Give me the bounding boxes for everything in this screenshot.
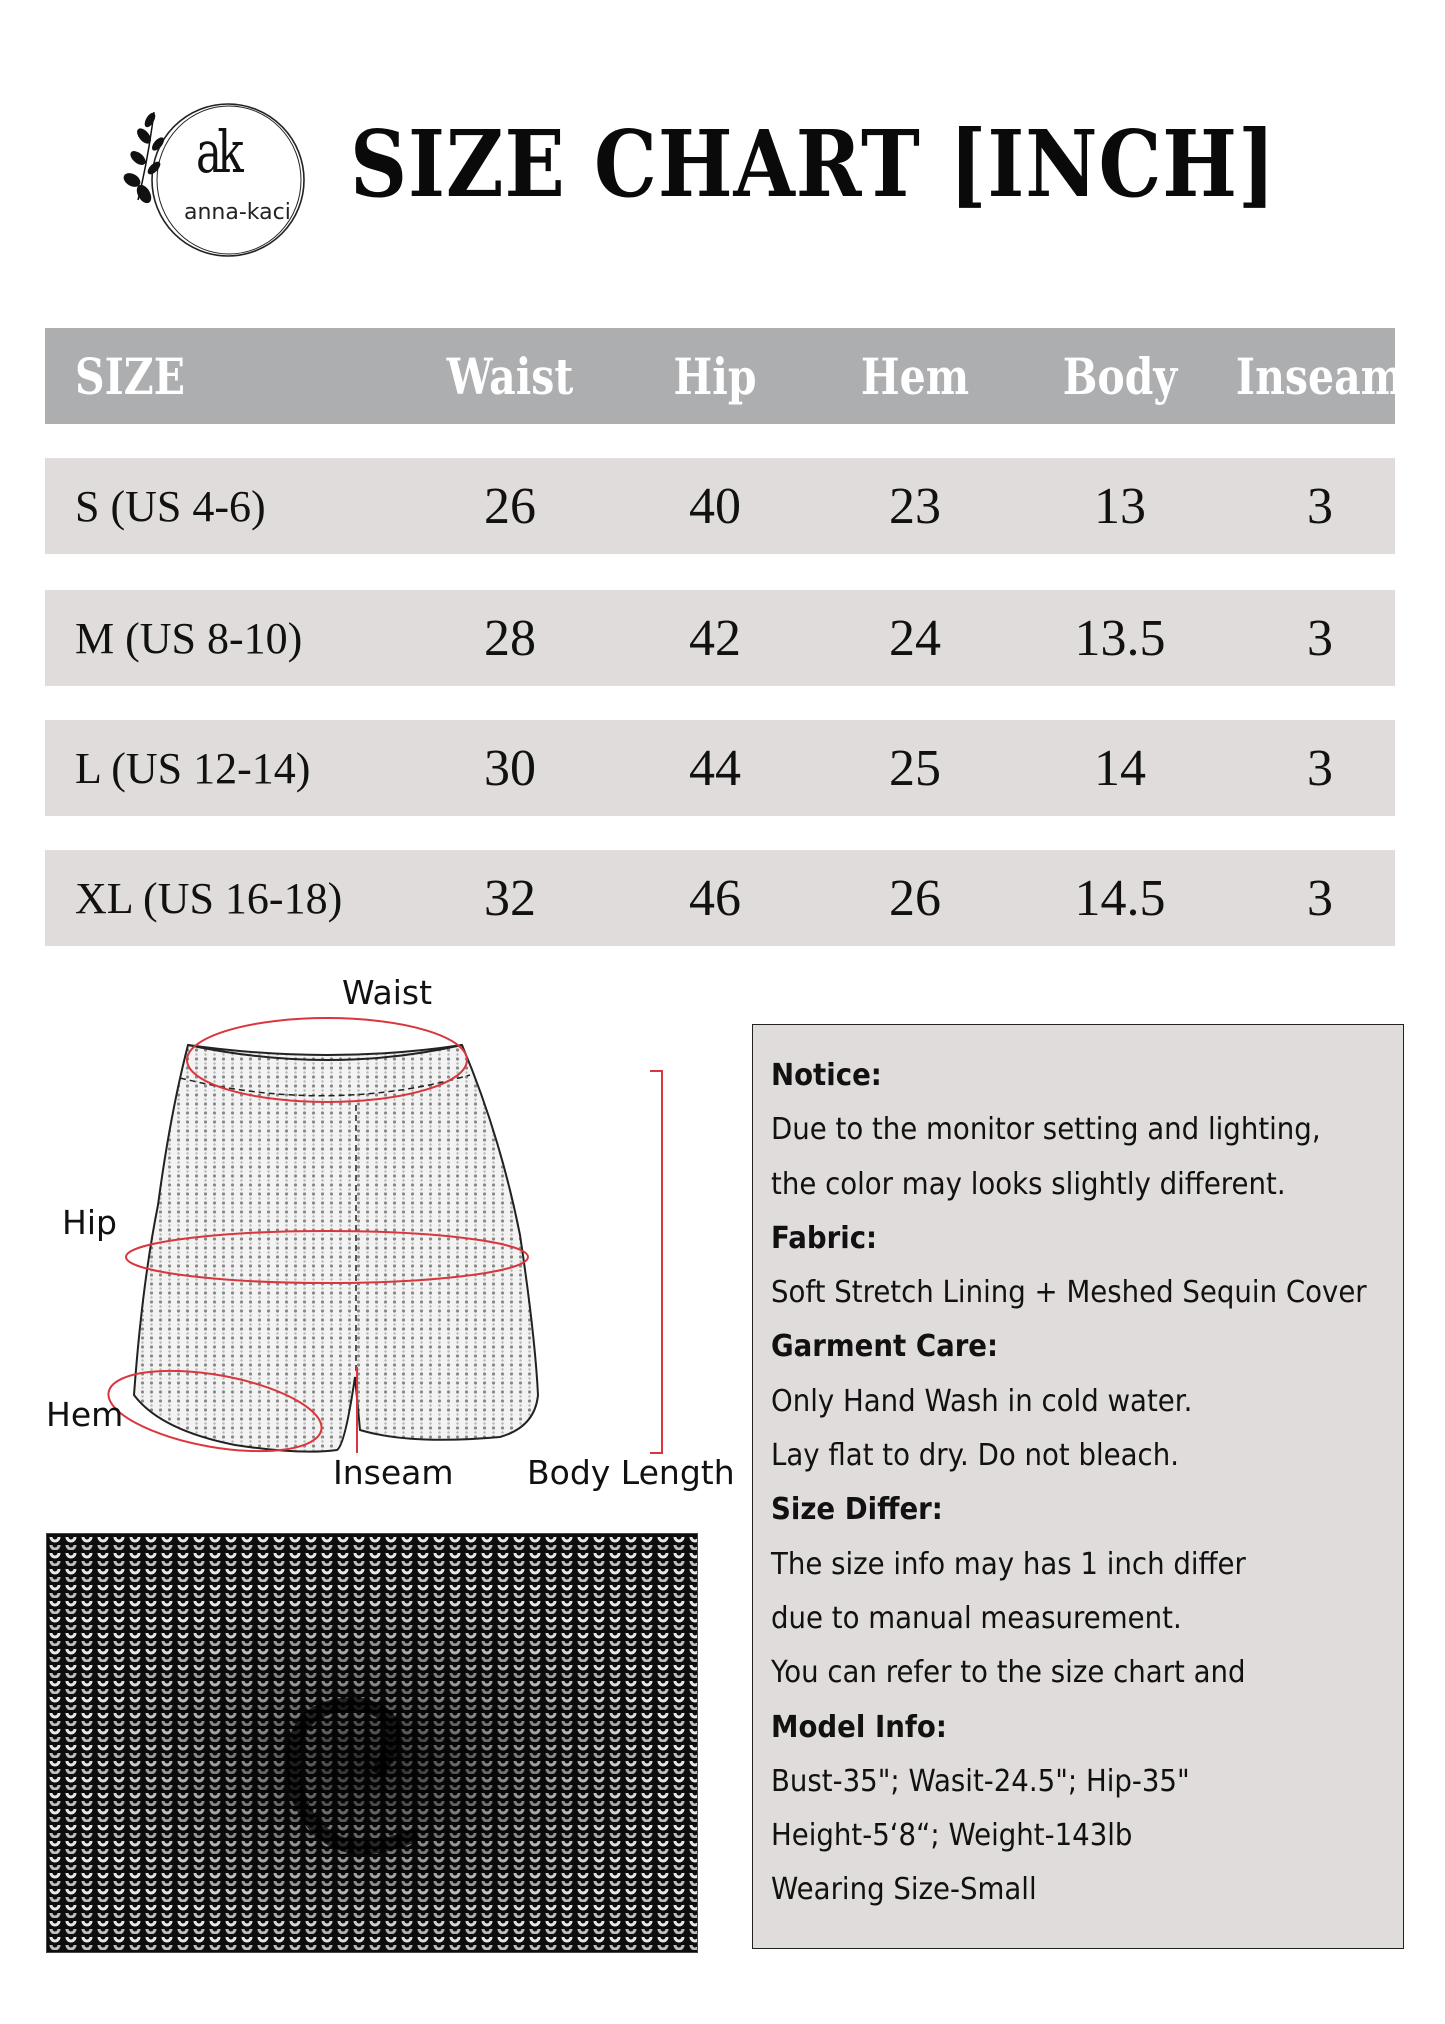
page-title: SIZE CHART [INCH] xyxy=(350,110,1277,218)
logo-monogram: ak xyxy=(196,118,240,186)
waist-value: 28 xyxy=(484,609,536,667)
notice-panel xyxy=(752,1024,1404,1949)
hip-value: 44 xyxy=(689,739,741,797)
logo-brand-name: anna-kaci xyxy=(184,200,291,225)
header-hip: Hip xyxy=(673,346,757,406)
garment-care-text: Only Hand Wash in cold water. xyxy=(771,1383,1193,1419)
header-size: SIZE xyxy=(75,346,185,406)
brand-logo xyxy=(118,100,314,260)
table-row xyxy=(45,590,1395,686)
size-table-header xyxy=(45,328,1405,424)
waist-value: 26 xyxy=(484,477,536,535)
shorts-measurement-diagram xyxy=(30,975,750,1525)
inseam-value: 3 xyxy=(1307,869,1333,927)
label-hip: Hip xyxy=(62,1203,117,1242)
inseam-value: 3 xyxy=(1307,477,1333,535)
label-waist: Waist xyxy=(342,973,433,1012)
table-row xyxy=(45,458,1395,554)
size-label: L (US 12-14) xyxy=(75,743,311,793)
waist-value: 30 xyxy=(484,739,536,797)
garment-care-text: Lay flat to dry. Do not bleach. xyxy=(771,1438,1179,1474)
model-info-text: Bust-35"; Wasit-24.5"; Hip-35" xyxy=(771,1763,1190,1799)
fabric-text: Soft Stretch Lining + Meshed Sequin Cover xyxy=(771,1275,1367,1311)
size-label: S (US 4-6) xyxy=(75,481,266,531)
inseam-value: 3 xyxy=(1307,739,1333,797)
garment-care-heading: Garment Care: xyxy=(771,1329,999,1365)
size-label: M (US 8-10) xyxy=(75,613,303,663)
header-inseam: Inseam xyxy=(1235,346,1405,406)
table-row xyxy=(45,850,1395,946)
model-info-heading: Model Info: xyxy=(771,1709,947,1745)
hem-value: 25 xyxy=(889,739,941,797)
hip-value: 42 xyxy=(689,609,741,667)
hip-value: 40 xyxy=(689,477,741,535)
fabric-swatch-image xyxy=(46,1533,698,1953)
table-row xyxy=(45,720,1395,816)
model-info-text: Height-5‘8“; Weight-143lb xyxy=(771,1818,1133,1854)
notice-text: Due to the monitor setting and lighting, xyxy=(771,1112,1321,1148)
hem-value: 23 xyxy=(889,477,941,535)
notice-text: the color may looks slightly different. xyxy=(771,1166,1286,1202)
shorts-illustration-icon xyxy=(30,975,750,1525)
size-differ-text: The size info may has 1 inch differ xyxy=(771,1546,1246,1582)
model-info-text: Wearing Size-Small xyxy=(771,1872,1037,1908)
hem-value: 24 xyxy=(889,609,941,667)
label-hem: Hem xyxy=(46,1395,124,1434)
notice-heading: Notice: xyxy=(771,1058,882,1093)
header-body: Body xyxy=(1062,346,1178,406)
size-differ-text: due to manual measurement. xyxy=(771,1600,1182,1636)
size-differ-heading: Size Differ: xyxy=(771,1492,943,1528)
fabric-heading: Fabric: xyxy=(771,1220,878,1256)
size-differ-text: You can refer to the size chart and xyxy=(771,1655,1246,1691)
header-waist: Waist xyxy=(446,346,574,406)
body-value: 14.5 xyxy=(1074,869,1166,927)
label-body-length: Body Length xyxy=(527,1453,735,1492)
size-label: XL (US 16-18) xyxy=(75,873,343,923)
body-value: 13.5 xyxy=(1074,609,1166,667)
hip-value: 46 xyxy=(689,869,741,927)
body-value: 14 xyxy=(1094,739,1146,797)
waist-value: 32 xyxy=(484,869,536,927)
label-inseam: Inseam xyxy=(333,1453,454,1492)
header-hem: Hem xyxy=(860,346,970,406)
body-value: 13 xyxy=(1094,477,1146,535)
inseam-value: 3 xyxy=(1307,609,1333,667)
hem-value: 26 xyxy=(889,869,941,927)
sequin-fabric-icon xyxy=(47,1534,698,1953)
